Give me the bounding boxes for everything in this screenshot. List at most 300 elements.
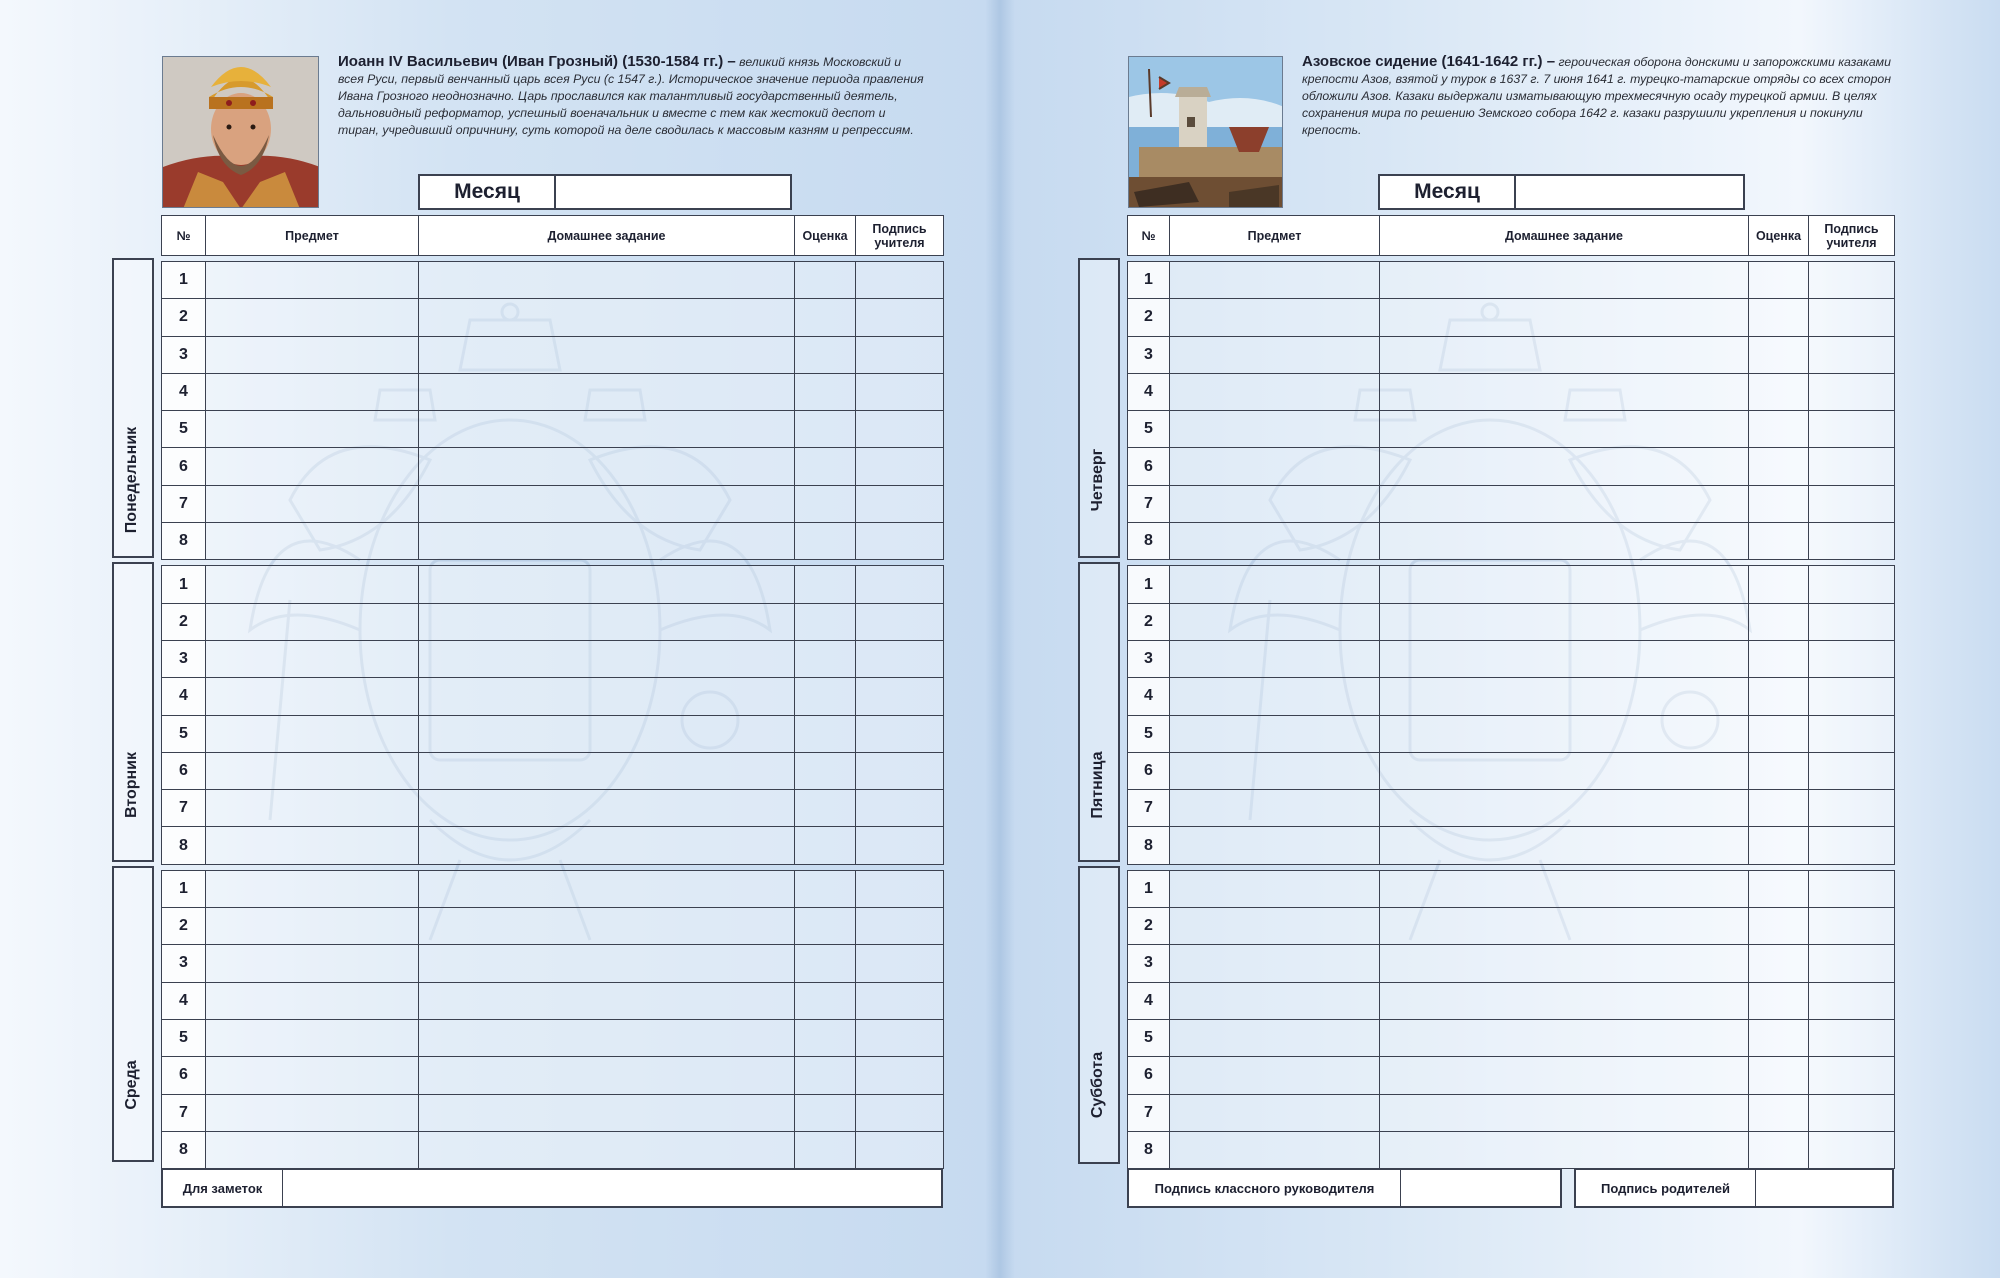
month-field-right (1378, 174, 1745, 210)
lesson-number: 3 (1128, 336, 1170, 373)
schedule-rows-left (162, 256, 944, 1169)
homework-cell[interactable] (419, 678, 795, 715)
table-row (1128, 945, 1895, 982)
signature-cell[interactable] (856, 485, 944, 522)
subject-cell[interactable] (1170, 945, 1380, 982)
lesson-number: 1 (1128, 262, 1170, 299)
homework-cell[interactable] (419, 945, 795, 982)
homework-cell[interactable] (1380, 336, 1749, 373)
homework-cell[interactable] (419, 448, 795, 485)
table-row (162, 715, 944, 752)
subject-cell[interactable] (1170, 411, 1380, 448)
grade-cell[interactable] (795, 1131, 856, 1168)
subject-cell[interactable] (206, 715, 419, 752)
homework-cell[interactable] (419, 1057, 795, 1094)
homework-cell[interactable] (419, 790, 795, 827)
signature-cell[interactable] (1809, 299, 1895, 336)
lesson-number: 5 (162, 1019, 206, 1056)
homework-cell[interactable] (419, 566, 795, 603)
homework-cell[interactable] (1380, 411, 1749, 448)
subject-cell[interactable] (206, 678, 419, 715)
table-row (162, 411, 944, 448)
signature-cell[interactable] (1809, 1131, 1895, 1168)
subject-cell[interactable] (206, 982, 419, 1019)
homework-cell[interactable] (1380, 870, 1749, 907)
grade-cell[interactable] (795, 603, 856, 640)
subject-cell[interactable] (206, 262, 419, 299)
table-row (162, 336, 944, 373)
lesson-number: 2 (1128, 908, 1170, 945)
homework-cell[interactable] (1380, 566, 1749, 603)
book-spine (985, 0, 1015, 1278)
signature-cell[interactable] (856, 603, 944, 640)
grade-cell[interactable] (1749, 566, 1809, 603)
lesson-number: 6 (162, 448, 206, 485)
signature-cell[interactable] (1809, 262, 1895, 299)
homework-cell[interactable] (419, 373, 795, 410)
subject-cell[interactable] (206, 908, 419, 945)
table-row (1128, 752, 1895, 789)
grade-cell[interactable] (795, 448, 856, 485)
homework-cell[interactable] (1380, 752, 1749, 789)
signature-cell[interactable] (856, 566, 944, 603)
subject-cell[interactable] (206, 945, 419, 982)
signature-cell[interactable] (856, 1019, 944, 1056)
homework-cell[interactable] (1380, 373, 1749, 410)
grade-cell[interactable] (1749, 752, 1809, 789)
homework-cell[interactable] (1380, 1094, 1749, 1131)
homework-cell[interactable] (1380, 1131, 1749, 1168)
lesson-number: 7 (162, 1094, 206, 1131)
grade-cell[interactable] (795, 485, 856, 522)
signature-cell[interactable] (1809, 908, 1895, 945)
portrait-image-icon (163, 57, 319, 208)
signature-cell[interactable] (856, 448, 944, 485)
grade-cell[interactable] (795, 715, 856, 752)
subject-cell[interactable] (206, 603, 419, 640)
table-row (162, 827, 944, 864)
grade-cell[interactable] (1749, 790, 1809, 827)
painting-image-icon (1129, 57, 1283, 208)
grade-cell[interactable] (1749, 640, 1809, 677)
table-row (1128, 411, 1895, 448)
signature-cell[interactable] (1809, 827, 1895, 864)
teacher-signature-input[interactable] (1401, 1170, 1560, 1206)
notes-label: Для заметок (163, 1170, 283, 1206)
lesson-number: 3 (162, 945, 206, 982)
lesson-number: 2 (1128, 603, 1170, 640)
lesson-number: 4 (1128, 373, 1170, 410)
table-row (162, 262, 944, 299)
table-row (1128, 336, 1895, 373)
grade-cell[interactable] (1749, 870, 1809, 907)
subject-cell[interactable] (1170, 827, 1380, 864)
subject-cell[interactable] (206, 1094, 419, 1131)
grade-cell[interactable] (795, 678, 856, 715)
grade-cell[interactable] (1749, 448, 1809, 485)
homework-cell[interactable] (419, 411, 795, 448)
col-header-grade: Оценка (795, 216, 856, 256)
lesson-number: 7 (1128, 1094, 1170, 1131)
homework-cell[interactable] (1380, 640, 1749, 677)
signature-cell[interactable] (856, 678, 944, 715)
signature-cell[interactable] (1809, 982, 1895, 1019)
table-row (1128, 870, 1895, 907)
homework-cell[interactable] (419, 982, 795, 1019)
homework-cell[interactable] (1380, 678, 1749, 715)
grade-cell[interactable] (795, 1094, 856, 1131)
grade-cell[interactable] (1749, 1057, 1809, 1094)
homework-cell[interactable] (419, 1019, 795, 1056)
signature-cell[interactable] (856, 827, 944, 864)
lesson-number: 1 (162, 262, 206, 299)
col-header-signature: Подпись учителя (1809, 216, 1895, 256)
ivan-bio-text (338, 53, 928, 139)
table-row (162, 299, 944, 336)
table-row (162, 1019, 944, 1056)
col-header-subject: Предмет (1170, 216, 1380, 256)
lesson-number: 5 (1128, 411, 1170, 448)
signature-cell[interactable] (1809, 373, 1895, 410)
homework-cell[interactable] (419, 908, 795, 945)
grade-cell[interactable] (795, 945, 856, 982)
signature-cell[interactable] (1809, 752, 1895, 789)
signature-cell[interactable] (856, 790, 944, 827)
homework-cell[interactable] (1380, 945, 1749, 982)
lesson-number: 1 (162, 566, 206, 603)
homework-cell[interactable] (1380, 908, 1749, 945)
subject-cell[interactable] (1170, 715, 1380, 752)
month-input[interactable] (1516, 176, 1743, 208)
signature-cell[interactable] (1809, 448, 1895, 485)
table-row (1128, 827, 1895, 864)
homework-cell[interactable] (1380, 827, 1749, 864)
table-row (1128, 262, 1895, 299)
homework-cell[interactable] (1380, 982, 1749, 1019)
lesson-number: 3 (162, 336, 206, 373)
grade-cell[interactable] (1749, 411, 1809, 448)
lesson-number: 5 (1128, 1019, 1170, 1056)
homework-cell[interactable] (419, 299, 795, 336)
grade-cell[interactable] (1749, 485, 1809, 522)
subject-cell[interactable] (1170, 752, 1380, 789)
lesson-number: 4 (1128, 678, 1170, 715)
homework-cell[interactable] (1380, 448, 1749, 485)
parents-signature-label: Подпись родителей (1576, 1170, 1756, 1206)
lesson-number: 6 (162, 752, 206, 789)
homework-cell[interactable] (419, 523, 795, 560)
signature-cell[interactable] (856, 982, 944, 1019)
subject-cell[interactable] (206, 411, 419, 448)
azov-bio-heading: Азовское сидение (1641-1642 гг.) – (1302, 53, 1556, 70)
table-row (162, 373, 944, 410)
ivan-bio-heading: Иоанн IV Васильевич (Иван Грозный) (1530-1584 гг.) – (338, 53, 736, 70)
grade-cell[interactable] (1749, 945, 1809, 982)
month-input[interactable] (556, 176, 790, 208)
subject-cell[interactable] (206, 640, 419, 677)
lesson-number: 7 (162, 790, 206, 827)
subject-cell[interactable] (1170, 1094, 1380, 1131)
signature-cell[interactable] (1809, 790, 1895, 827)
table-row (1128, 523, 1895, 560)
signature-cell[interactable] (1809, 715, 1895, 752)
col-header-grade: Оценка (1749, 216, 1809, 256)
lesson-number: 2 (162, 603, 206, 640)
table-row (162, 640, 944, 677)
schedule-table-left (161, 215, 944, 1169)
signature-cell[interactable] (856, 715, 944, 752)
table-row (1128, 1131, 1895, 1168)
homework-cell[interactable] (419, 870, 795, 907)
signature-cell[interactable] (856, 336, 944, 373)
signature-cell[interactable] (1809, 485, 1895, 522)
table-row (162, 908, 944, 945)
grade-cell[interactable] (1749, 373, 1809, 410)
signature-cell[interactable] (1809, 945, 1895, 982)
table-row (162, 603, 944, 640)
grade-cell[interactable] (1749, 908, 1809, 945)
homework-cell[interactable] (1380, 523, 1749, 560)
grade-cell[interactable] (1749, 1094, 1809, 1131)
lesson-number: 6 (162, 1057, 206, 1094)
signature-cell[interactable] (856, 299, 944, 336)
grade-cell[interactable] (1749, 299, 1809, 336)
signature-cell[interactable] (1809, 566, 1895, 603)
subject-cell[interactable] (206, 485, 419, 522)
subject-cell[interactable] (206, 336, 419, 373)
table-row (1128, 566, 1895, 603)
table-row (1128, 1019, 1895, 1056)
table-row (1128, 982, 1895, 1019)
homework-cell[interactable] (1380, 715, 1749, 752)
homework-cell[interactable] (419, 485, 795, 522)
subject-cell[interactable] (1170, 566, 1380, 603)
grade-cell[interactable] (795, 411, 856, 448)
lesson-number: 4 (162, 982, 206, 1019)
subject-cell[interactable] (206, 566, 419, 603)
lesson-number: 3 (1128, 640, 1170, 677)
grade-cell[interactable] (795, 523, 856, 560)
subject-cell[interactable] (1170, 1131, 1380, 1168)
signature-cell[interactable] (856, 523, 944, 560)
subject-cell[interactable] (1170, 262, 1380, 299)
table-row (1128, 678, 1895, 715)
notes-footer (161, 1168, 943, 1208)
subject-cell[interactable] (1170, 790, 1380, 827)
lesson-number: 2 (162, 908, 206, 945)
subject-cell[interactable] (206, 827, 419, 864)
subject-cell[interactable] (1170, 448, 1380, 485)
grade-cell[interactable] (795, 336, 856, 373)
table-row (1128, 373, 1895, 410)
homework-cell[interactable] (419, 827, 795, 864)
homework-cell[interactable] (1380, 603, 1749, 640)
table-row (162, 790, 944, 827)
subject-cell[interactable] (1170, 523, 1380, 560)
homework-cell[interactable] (419, 262, 795, 299)
grade-cell[interactable] (795, 752, 856, 789)
grade-cell[interactable] (1749, 262, 1809, 299)
parents-signature-field (1574, 1168, 1894, 1208)
lesson-number: 3 (1128, 945, 1170, 982)
table-row (162, 566, 944, 603)
grade-cell[interactable] (795, 870, 856, 907)
table-row (1128, 1057, 1895, 1094)
signature-cell[interactable] (856, 262, 944, 299)
signature-cell[interactable] (1809, 1019, 1895, 1056)
signature-cell[interactable] (856, 1131, 944, 1168)
lesson-number: 4 (1128, 982, 1170, 1019)
grade-cell[interactable] (1749, 1131, 1809, 1168)
subject-cell[interactable] (206, 1019, 419, 1056)
day-label-monday: Понедельник (123, 426, 140, 534)
homework-cell[interactable] (1380, 485, 1749, 522)
homework-cell[interactable] (419, 1131, 795, 1168)
table-row (162, 448, 944, 485)
month-label: Месяц (420, 176, 556, 208)
lesson-number: 4 (162, 678, 206, 715)
table-row (162, 678, 944, 715)
homework-cell[interactable] (1380, 1057, 1749, 1094)
signature-cell[interactable] (856, 945, 944, 982)
homework-cell[interactable] (1380, 262, 1749, 299)
teacher-signature-label: Подпись классного руководителя (1129, 1170, 1401, 1206)
table-row (1128, 299, 1895, 336)
day-label-tuesday: Вторник (123, 751, 140, 819)
subject-cell[interactable] (206, 870, 419, 907)
ivan-the-terrible-portrait (162, 56, 319, 208)
subject-cell[interactable] (1170, 373, 1380, 410)
homework-cell[interactable] (419, 603, 795, 640)
subject-cell[interactable] (1170, 1019, 1380, 1056)
signature-cell[interactable] (856, 752, 944, 789)
table-row (162, 870, 944, 907)
subject-cell[interactable] (1170, 336, 1380, 373)
subject-cell[interactable] (1170, 640, 1380, 677)
subject-cell[interactable] (1170, 1057, 1380, 1094)
signature-cell[interactable] (856, 870, 944, 907)
signature-cell[interactable] (1809, 603, 1895, 640)
signature-cell[interactable] (1809, 411, 1895, 448)
subject-cell[interactable] (206, 523, 419, 560)
col-header-subject: Предмет (206, 216, 419, 256)
signature-cell[interactable] (1809, 1057, 1895, 1094)
grade-cell[interactable] (1749, 678, 1809, 715)
table-row (162, 752, 944, 789)
subject-cell[interactable] (206, 1131, 419, 1168)
subject-cell[interactable] (1170, 678, 1380, 715)
homework-cell[interactable] (419, 640, 795, 677)
azov-bio-body: героическая оборона донскими и запорожскими казаками крепости Азов, взятой у турок в 1637 г. 7 июня 1641 г. турецко-татарские отряды со всех сторон обложили Азов. Казаки выдержали изматывающую трехмесячную осаду турецкой армии. В целях сохранения мира по решению Земского собора 1642 г. казаки разрушили укрепления и покинули крепость. (1302, 55, 1892, 137)
ivan-bio-body: великий князь Московский и всея Руси, первый венчанный царь всея Руси (с 1547 г.). Историческое значение периода правления Ивана Грозного неоднозначно. Царь прославился как талантливый государственный деятель, дальновидный реформатор, успешный военачальник и вместе с тем как жестокий деспот и тиран, учредивший опричнину, суть которой на деле сводилась к массовым казням и репрессиям. (338, 55, 924, 137)
subject-cell[interactable] (206, 1057, 419, 1094)
grade-cell[interactable] (795, 1057, 856, 1094)
signature-cell[interactable] (856, 908, 944, 945)
subject-cell[interactable] (1170, 982, 1380, 1019)
grade-cell[interactable] (795, 299, 856, 336)
subject-cell[interactable] (1170, 299, 1380, 336)
signature-cell[interactable] (1809, 870, 1895, 907)
subject-cell[interactable] (1170, 908, 1380, 945)
homework-cell[interactable] (419, 715, 795, 752)
grade-cell[interactable] (795, 640, 856, 677)
grade-cell[interactable] (1749, 827, 1809, 864)
signature-cell[interactable] (1809, 523, 1895, 560)
grade-cell[interactable] (1749, 715, 1809, 752)
grade-cell[interactable] (1749, 336, 1809, 373)
signature-cell[interactable] (1809, 678, 1895, 715)
grade-cell[interactable] (1749, 982, 1809, 1019)
lesson-number: 8 (162, 523, 206, 560)
grade-cell[interactable] (795, 908, 856, 945)
subject-cell[interactable] (206, 790, 419, 827)
subject-cell[interactable] (206, 373, 419, 410)
lesson-number: 6 (1128, 752, 1170, 789)
signature-cell[interactable] (856, 1094, 944, 1131)
table-row (162, 485, 944, 522)
lesson-number: 1 (162, 870, 206, 907)
signature-cell[interactable] (1809, 640, 1895, 677)
day-label-friday: Пятница (1089, 751, 1106, 819)
grade-cell[interactable] (795, 262, 856, 299)
homework-cell[interactable] (1380, 1019, 1749, 1056)
grade-cell[interactable] (795, 373, 856, 410)
subject-cell[interactable] (1170, 603, 1380, 640)
signature-cell[interactable] (856, 373, 944, 410)
col-header-homework: Домашнее задание (419, 216, 795, 256)
lesson-number: 8 (1128, 1131, 1170, 1168)
day-label-wednesday: Среда (123, 1060, 140, 1110)
homework-cell[interactable] (1380, 790, 1749, 827)
signature-cell[interactable] (856, 640, 944, 677)
homework-cell[interactable] (419, 336, 795, 373)
subject-cell[interactable] (206, 752, 419, 789)
notes-input[interactable] (283, 1170, 941, 1206)
azov-siege-painting (1128, 56, 1283, 208)
grade-cell[interactable] (795, 827, 856, 864)
homework-cell[interactable] (419, 752, 795, 789)
grade-cell[interactable] (795, 566, 856, 603)
subject-cell[interactable] (206, 448, 419, 485)
schedule-table-right (1127, 215, 1895, 1169)
signature-cell[interactable] (1809, 336, 1895, 373)
table-row (1128, 603, 1895, 640)
schedule-rows-right (1128, 256, 1895, 1169)
grade-cell[interactable] (1749, 523, 1809, 560)
subject-cell[interactable] (206, 299, 419, 336)
grade-cell[interactable] (1749, 603, 1809, 640)
lesson-number: 7 (162, 485, 206, 522)
signature-cell[interactable] (1809, 1094, 1895, 1131)
lesson-number: 5 (1128, 715, 1170, 752)
lesson-number: 5 (162, 715, 206, 752)
grade-cell[interactable] (795, 982, 856, 1019)
lesson-number: 8 (162, 1131, 206, 1168)
grade-cell[interactable] (795, 1019, 856, 1056)
grade-cell[interactable] (1749, 1019, 1809, 1056)
signature-cell[interactable] (856, 411, 944, 448)
homework-cell[interactable] (419, 1094, 795, 1131)
subject-cell[interactable] (1170, 485, 1380, 522)
subject-cell[interactable] (1170, 870, 1380, 907)
grade-cell[interactable] (795, 790, 856, 827)
lesson-number: 4 (162, 373, 206, 410)
parents-signature-input[interactable] (1756, 1170, 1892, 1206)
lesson-number: 6 (1128, 1057, 1170, 1094)
homework-cell[interactable] (1380, 299, 1749, 336)
day-label-thursday: Четверг (1089, 448, 1106, 512)
signature-cell[interactable] (856, 1057, 944, 1094)
